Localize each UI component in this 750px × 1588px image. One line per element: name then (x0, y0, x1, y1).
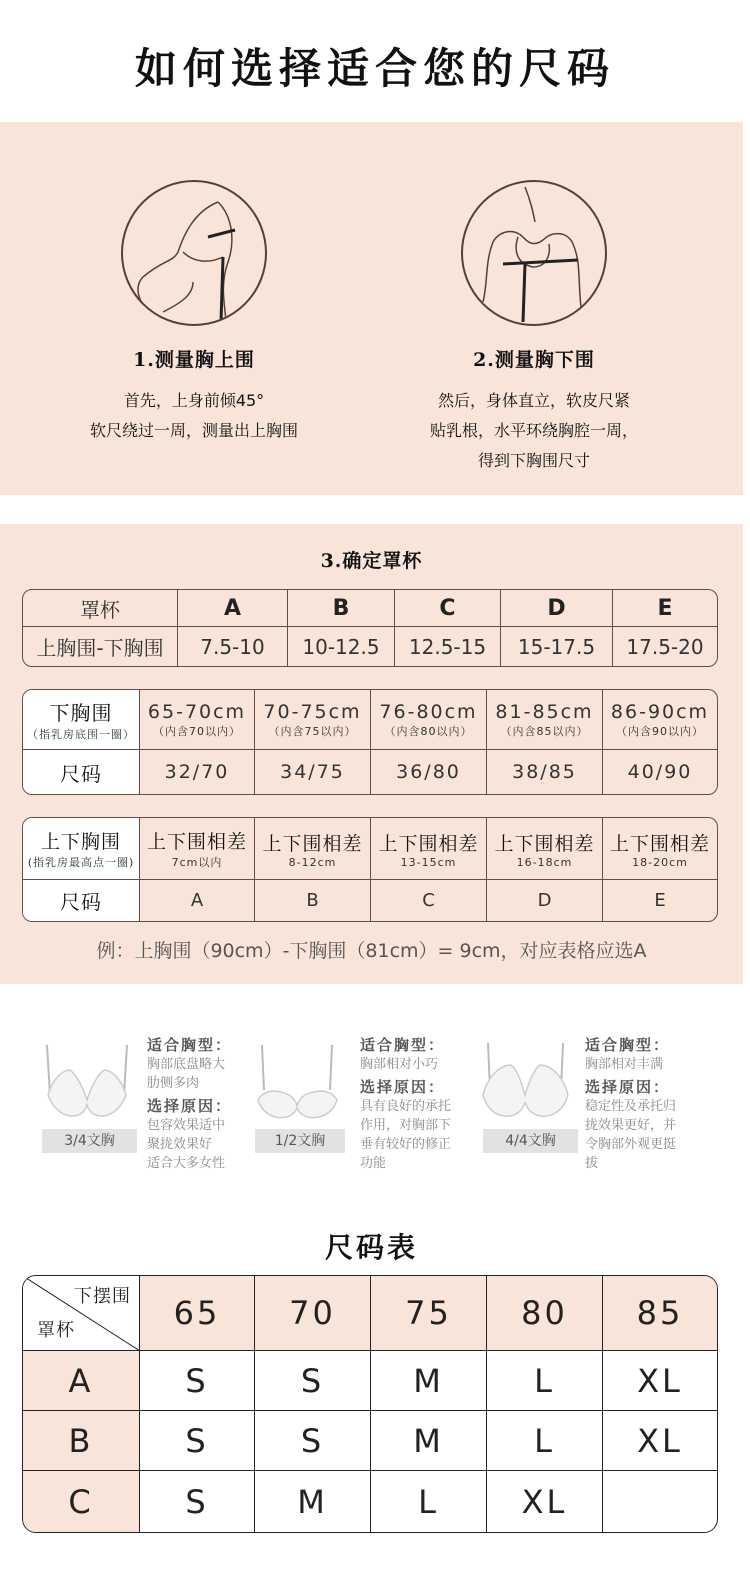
bra-12-icon (250, 1040, 345, 1125)
under-bust-head-note: （指乳房底围一圈） (27, 728, 135, 741)
column-header: 65 (140, 1276, 255, 1351)
bust-diff-cell (603, 818, 717, 880)
diff-range: 7cm以内 (171, 856, 223, 869)
diff-col-label: 上下围相差 (146, 831, 247, 853)
bra-type-label: 4/4文胸 (483, 1129, 578, 1153)
fit-text: 胸部底盘略大 (147, 1057, 226, 1072)
range-text: 86-90cm (610, 700, 710, 723)
size-value: L (487, 1411, 603, 1471)
measure-upper-illustration (121, 180, 267, 326)
cup-result: B (255, 880, 371, 921)
under-bust-head-label: 下胸围 (49, 701, 113, 725)
reason-heading: 选择原因： (585, 1078, 671, 1096)
size-chart-title: 尺码表 (324, 1231, 418, 1264)
range-note: （内含80以内） (384, 724, 473, 738)
diff-col-label: 上下围相差 (262, 832, 363, 855)
size-cell: 34/75 (255, 750, 371, 794)
step1-title: 1.测量胸上围 (133, 349, 255, 371)
row-header: A (23, 1351, 140, 1411)
step2-desc-line1: 然后，身体直立，软皮尺紧 (437, 391, 630, 410)
cup-cell: A (178, 590, 288, 627)
cup-result: C (371, 880, 487, 921)
diff-label: 上胸围-下胸围 (23, 627, 178, 666)
fit-heading: 适合胸型： (147, 1036, 233, 1054)
size-value: S (140, 1471, 255, 1532)
size-label: 尺码 (23, 880, 140, 921)
reason-text: 包容效果适中 (147, 1118, 226, 1133)
reason-text: 垂有较好的修正 (360, 1137, 452, 1152)
bust-diff-cell (371, 818, 487, 880)
step1-desc (24, 386, 364, 446)
range-note: （内含75以内） (268, 724, 357, 738)
cup-section-title: 3.确定罩杯 (320, 550, 423, 572)
bra-type-label: 1/2文胸 (255, 1129, 345, 1153)
row-header: C (23, 1471, 140, 1532)
fit-text: 胸部相对丰满 (585, 1057, 664, 1072)
column-header: 85 (603, 1276, 717, 1351)
cup-cell: C (395, 590, 501, 627)
reason-text: 功能 (360, 1156, 387, 1171)
row-header: B (23, 1411, 140, 1471)
reason-text: 具有良好的承托 (360, 1099, 452, 1114)
step2-desc (364, 386, 704, 476)
range-text: 76-80cm (379, 700, 478, 723)
diff-cell: 12.5-15 (395, 627, 501, 666)
reason-heading: 选择原因： (147, 1097, 233, 1115)
fit-text: 胸部相对小巧 (360, 1057, 439, 1072)
under-bust-range (255, 690, 371, 750)
range-text: 65-70cm (147, 700, 247, 723)
bust-diff-head (23, 818, 140, 880)
reason-text: 拔 (585, 1156, 599, 1171)
size-chart-corner (23, 1276, 140, 1351)
size-value: L (371, 1471, 487, 1532)
diff-cell: 10-12.5 (288, 627, 395, 666)
example-note: 例：上胸围（90cm）-下胸围（81cm）= 9cm，对应表格应选A (96, 940, 647, 962)
bra-44-text (585, 1036, 700, 1173)
size-value: L (487, 1351, 603, 1411)
size-cell: 38/85 (487, 750, 603, 794)
column-header: 80 (487, 1276, 603, 1351)
diff-range: 16-18cm (516, 855, 573, 869)
size-cell: 32/70 (140, 750, 255, 794)
bra-type-34 (42, 1040, 142, 1153)
cup-cell: B (288, 590, 395, 627)
bust-diff-table (22, 817, 718, 922)
column-header: 75 (371, 1276, 487, 1351)
bra-type-label: 3/4文胸 (42, 1129, 137, 1153)
step2-title: 2.测量胸下围 (473, 349, 595, 371)
step1-desc-line2: 软尺绕过一周，测量出上胸围 (89, 421, 298, 440)
size-label: 尺码 (23, 750, 140, 794)
diff-cell: 15-17.5 (501, 627, 613, 666)
size-value: M (371, 1411, 487, 1471)
bust-diff-cell (487, 818, 603, 880)
size-value (603, 1471, 717, 1532)
fit-text: 肋侧多肉 (147, 1076, 200, 1091)
bra-44-icon (478, 1040, 573, 1125)
step2-desc-line2: 贴乳根，水平环绕胸腔一周， (429, 421, 638, 440)
reason-text: 适合大多女性 (147, 1156, 226, 1171)
size-cell: 36/80 (371, 750, 487, 794)
cup-cell: E (613, 590, 717, 627)
bust-diff-head-note: (指乳房最高点一圈) (27, 856, 135, 869)
under-bust-head (23, 690, 140, 750)
page-title: 如何选择适合您的尺码 (134, 44, 615, 93)
reason-text: 令胸部外观更挺 (585, 1137, 677, 1152)
size-value: S (140, 1411, 255, 1471)
cup-result: A (140, 880, 255, 921)
reason-heading: 选择原因： (360, 1078, 446, 1096)
bust-diff-head-label: 上下胸围 (40, 831, 121, 853)
size-cell: 40/90 (627, 761, 693, 783)
size-value: S (140, 1351, 255, 1411)
under-bust-range (487, 690, 603, 750)
bust-diff-cell (255, 818, 371, 880)
under-bust-range (371, 690, 487, 750)
size-value: XL (487, 1471, 603, 1532)
range-text: 70-75cm (263, 700, 362, 723)
cup-diff-table (22, 589, 718, 667)
diff-col-label: 上下围相差 (609, 832, 710, 855)
reason-text: 稳定性及承托归 (585, 1099, 677, 1114)
under-bust-table (22, 689, 718, 795)
bra-12-text (360, 1036, 475, 1173)
reason-text: 聚拢效果好 (147, 1137, 213, 1152)
measure-lower-illustration (461, 180, 607, 326)
corner-top-label: 下摆围 (74, 1286, 131, 1307)
fit-heading: 适合胸型： (585, 1036, 671, 1054)
reason-text: 作用，对胸部下 (360, 1118, 452, 1133)
step1-desc-line1: 首先，上身前倾45° (123, 391, 265, 410)
under-bust-range (140, 690, 255, 750)
size-value: M (255, 1471, 371, 1532)
diff-range: 13-15cm (400, 855, 457, 869)
range-note: （内含85以内） (500, 724, 589, 738)
column-header: 70 (255, 1276, 371, 1351)
bra-34-text (147, 1036, 247, 1173)
cup-result: E (654, 890, 666, 911)
diff-cell: 7.5-10 (178, 627, 288, 666)
fit-heading: 适合胸型： (360, 1036, 446, 1054)
cup-result: D (487, 880, 603, 921)
range-note: （内含90以内） (616, 724, 704, 738)
corner-bottom-label: 罩杯 (37, 1320, 75, 1341)
under-bust-range (603, 690, 717, 750)
diff-col-label: 上下围相差 (378, 832, 479, 855)
range-note: （内含70以内） (153, 724, 241, 738)
cup-cell: D (501, 590, 613, 627)
size-value: S (255, 1351, 371, 1411)
bra-type-44 (478, 1040, 578, 1153)
diff-col-label: 上下围相差 (494, 832, 595, 855)
size-value: S (255, 1411, 371, 1471)
size-value: M (371, 1351, 487, 1411)
step2-desc-line3: 得到下胸围尺寸 (477, 451, 590, 470)
range-text: 81-85cm (495, 700, 594, 723)
cup-label: 罩杯 (23, 590, 178, 627)
size-value: XL (603, 1411, 717, 1471)
diff-range: 8-12cm (288, 855, 337, 869)
size-chart-table (22, 1275, 718, 1533)
diff-range: 18-20cm (632, 855, 688, 869)
size-value: XL (603, 1351, 717, 1411)
bra-type-12 (250, 1040, 350, 1153)
bra-34-icon (42, 1040, 132, 1125)
diff-cell: 17.5-20 (626, 634, 704, 659)
reason-text: 拢效果更好，并 (585, 1118, 677, 1133)
bust-diff-cell (140, 818, 255, 880)
